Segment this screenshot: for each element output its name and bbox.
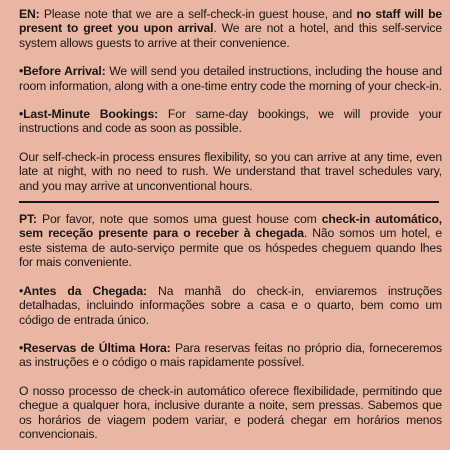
en-intro-paragraph [19, 7, 442, 50]
pt-flexibility-paragraph: O nosso processo de check-in automático oferece flexibilidade, permitindo que chegue a qualquer hora, inclusive durante a noite, sem pressas. Sabemos que os horários de viagem podem variar, e poderá chegar em horários menos convencionais. [19, 383, 442, 441]
en-language-label: EN: [19, 7, 40, 21]
en-last-minute-title: •Last-Minute Bookings: [19, 107, 158, 122]
pt-language-label: PT: [19, 212, 37, 227]
en-intro-bold: no staff will be present to greet you upon arrival [19, 7, 442, 36]
pt-before-arrival-text: Na manhã do check-in, enviaremos instruções detalhadas, incluindo informações sobre a casa e o quarto, bem como um código de entrada único. [19, 283, 442, 327]
pt-last-minute-text: Para reservas feitas no próprio dia, forneceremos as instruções e o código o mais rapidamente possível. [19, 340, 442, 370]
en-intro-text-2: . We are not a hotel, and this self-service system allows guests to arrive at their convenience. [19, 21, 442, 50]
en-last-minute-text: For same-day bookings, we will provide your instructions and code as soon as possible. [19, 107, 442, 136]
pt-last-minute-paragraph [19, 341, 442, 370]
guest-house-notice [19, 0, 442, 441]
pt-intro-paragraph [19, 212, 442, 270]
en-flexibility-paragraph: Our self-check-in process ensures flexibility, so you can arrive at any time, even late at night, with no need to rush. We understand that travel schedules vary, and you may arrive at unconventional hours. [19, 149, 442, 193]
pt-before-arrival-paragraph [19, 284, 442, 327]
pt-intro-text-2: . Não somos um hotel, e este sistema de auto-serviço permite que os hóspedes cheguem quando lhes for mais conveniente. [19, 226, 442, 270]
pt-intro-text-1: Por favor, note que somos uma guest house com [36, 212, 322, 227]
pt-intro-bold: check-in automático, sem receção presente para o receber à chegada [19, 212, 442, 241]
en-intro-text-1: Please note that we are a self-check-in guest house, and [39, 7, 357, 21]
en-last-minute-paragraph [19, 107, 442, 136]
pt-before-arrival-title: •Antes da Chegada: [19, 283, 147, 298]
language-divider [19, 201, 439, 203]
en-before-arrival-paragraph [19, 64, 442, 93]
en-before-arrival-text: We will send you detailed instructions, including the house and room information, along with a one-time entry code the morning of your check-in. [19, 64, 442, 93]
en-before-arrival-title: •Before Arrival: [19, 64, 106, 79]
pt-last-minute-title: •Reservas de Última Hora: [19, 340, 171, 355]
